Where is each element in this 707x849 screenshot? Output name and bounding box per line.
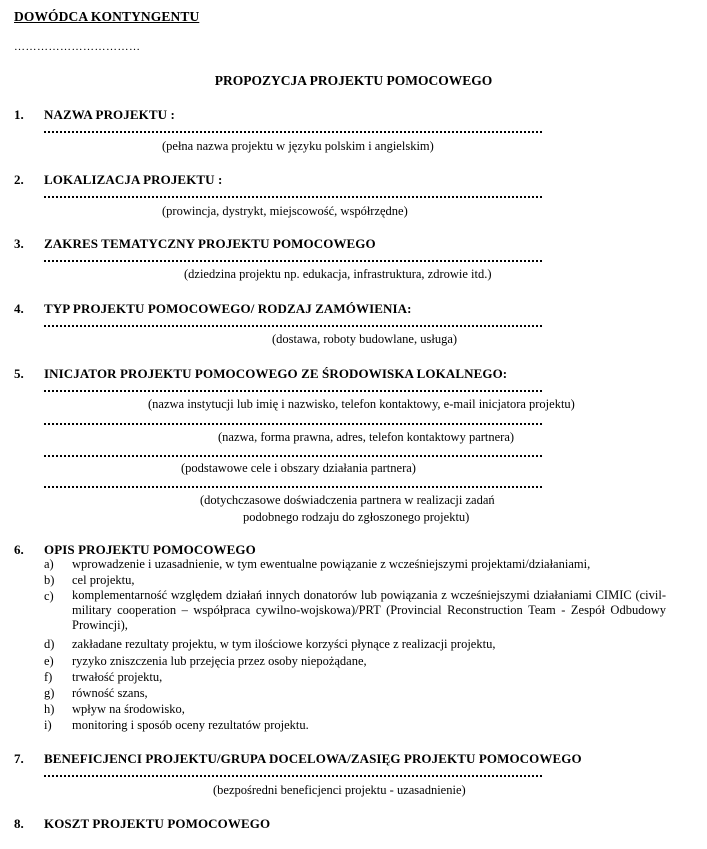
fill-in-line[interactable] bbox=[44, 455, 542, 459]
section-title: INICJATOR PROJEKTU POMOCOWEGO ZE ŚRODOWISKA LOKALNEGO: bbox=[44, 366, 508, 381]
section-title: OPIS PROJEKTU POMOCOWEGO bbox=[44, 542, 256, 557]
field-caption: podobnego rodzaju do zgłoszonego projektu) bbox=[243, 510, 470, 524]
list-item-letter: a) bbox=[44, 557, 54, 571]
list-item-letter: e) bbox=[44, 654, 54, 668]
list-item-letter: g) bbox=[44, 686, 55, 700]
field-caption: (podstawowe cele i obszary działania partnera) bbox=[181, 461, 416, 475]
fill-in-line[interactable] bbox=[44, 260, 542, 264]
list-item-letter: f) bbox=[44, 670, 53, 684]
section-title: KOSZT PROJEKTU POMOCOWEGO bbox=[44, 816, 271, 831]
section-title: ZAKRES TEMATYCZNY PROJEKTU POMOCOWEGO bbox=[44, 236, 376, 251]
list-item: cel projektu, bbox=[72, 573, 135, 587]
commander-label: DOWÓDCA KONTYNGENTU bbox=[14, 9, 200, 24]
field-caption: (dostawa, roboty budowlane, usługa) bbox=[272, 332, 458, 346]
fill-in-line[interactable] bbox=[44, 423, 542, 427]
list-item: wpływ na środowisko, bbox=[72, 702, 185, 716]
signature-dots: …………………………… bbox=[14, 41, 141, 53]
section-number: 7. bbox=[14, 751, 24, 766]
section-title: TYP PROJEKTU POMOCOWEGO/ RODZAJ ZAMÓWIENIA: bbox=[44, 301, 412, 316]
fill-in-line[interactable] bbox=[44, 325, 542, 329]
document-title: PROPOZYCJA PROJEKTU POMOCOWEGO bbox=[214, 73, 493, 88]
section-title: BENEFICJENCI PROJEKTU/GRUPA DOCELOWA/ZASIĘG PROJEKTU POMOCOWEGO bbox=[44, 751, 582, 766]
list-item-letter: i) bbox=[44, 718, 52, 732]
field-caption: (bezpośredni beneficjenci projektu - uzasadnienie) bbox=[213, 783, 466, 797]
list-item: równość szans, bbox=[72, 686, 148, 700]
list-item: zakładane rezultaty projektu, w tym ilościowe korzyści płynące z realizacji projektu, bbox=[72, 637, 496, 651]
field-caption: (dotychczasowe doświadczenia partnera w realizacji zadań bbox=[200, 493, 495, 507]
field-caption: (nazwa, forma prawna, adres, telefon kontaktowy partnera) bbox=[218, 430, 515, 444]
field-caption: (dziedzina projektu np. edukacja, infrastruktura, zdrowie itd.) bbox=[184, 267, 492, 281]
section-number: 8. bbox=[14, 816, 24, 831]
section-number: 6. bbox=[14, 542, 24, 557]
section-number: 4. bbox=[14, 301, 24, 316]
list-item: monitoring i sposób oceny rezultatów projektu. bbox=[72, 718, 309, 732]
fill-in-line[interactable] bbox=[44, 775, 542, 779]
fill-in-line[interactable] bbox=[44, 486, 542, 490]
list-item-letter: d) bbox=[44, 637, 55, 651]
list-item-letter: b) bbox=[44, 573, 55, 587]
list-item: komplementarność względem działań innych donatorów lub powiązania z wcześniejszymi działaniami CIMIC (civil-military cooperation – współpraca cywilno-wojskowa)/PRT (Provincial Reconstruction Team - Zespół Odbudowy Prowincji), bbox=[72, 588, 666, 632]
section-number: 3. bbox=[14, 236, 24, 251]
fill-in-line[interactable] bbox=[44, 196, 542, 200]
list-item: ryzyko zniszczenia lub przejęcia przez osoby niepożądane, bbox=[72, 654, 367, 668]
list-item-letter: h) bbox=[44, 702, 55, 716]
fill-in-line[interactable] bbox=[44, 131, 542, 135]
section-title: NAZWA PROJEKTU : bbox=[44, 107, 175, 122]
field-caption: (prowincja, dystrykt, miejscowość, współrzędne) bbox=[162, 204, 408, 218]
field-caption: (pełna nazwa projektu w języku polskim i angielskim) bbox=[162, 139, 434, 153]
field-caption: (nazwa instytucji lub imię i nazwisko, telefon kontaktowy, e-mail inicjatora projektu) bbox=[148, 397, 575, 411]
section-number: 2. bbox=[14, 172, 24, 187]
list-item: wprowadzenie i uzasadnienie, w tym ewentualne powiązanie z wcześniejszymi projektami/działaniami, bbox=[72, 557, 591, 571]
section-title: LOKALIZACJA PROJEKTU : bbox=[44, 172, 223, 187]
section-number: 1. bbox=[14, 107, 24, 122]
list-item-letter: c) bbox=[44, 589, 54, 603]
fill-in-line[interactable] bbox=[44, 390, 542, 394]
section-number: 5. bbox=[14, 366, 24, 381]
list-item: trwałość projektu, bbox=[72, 670, 163, 684]
